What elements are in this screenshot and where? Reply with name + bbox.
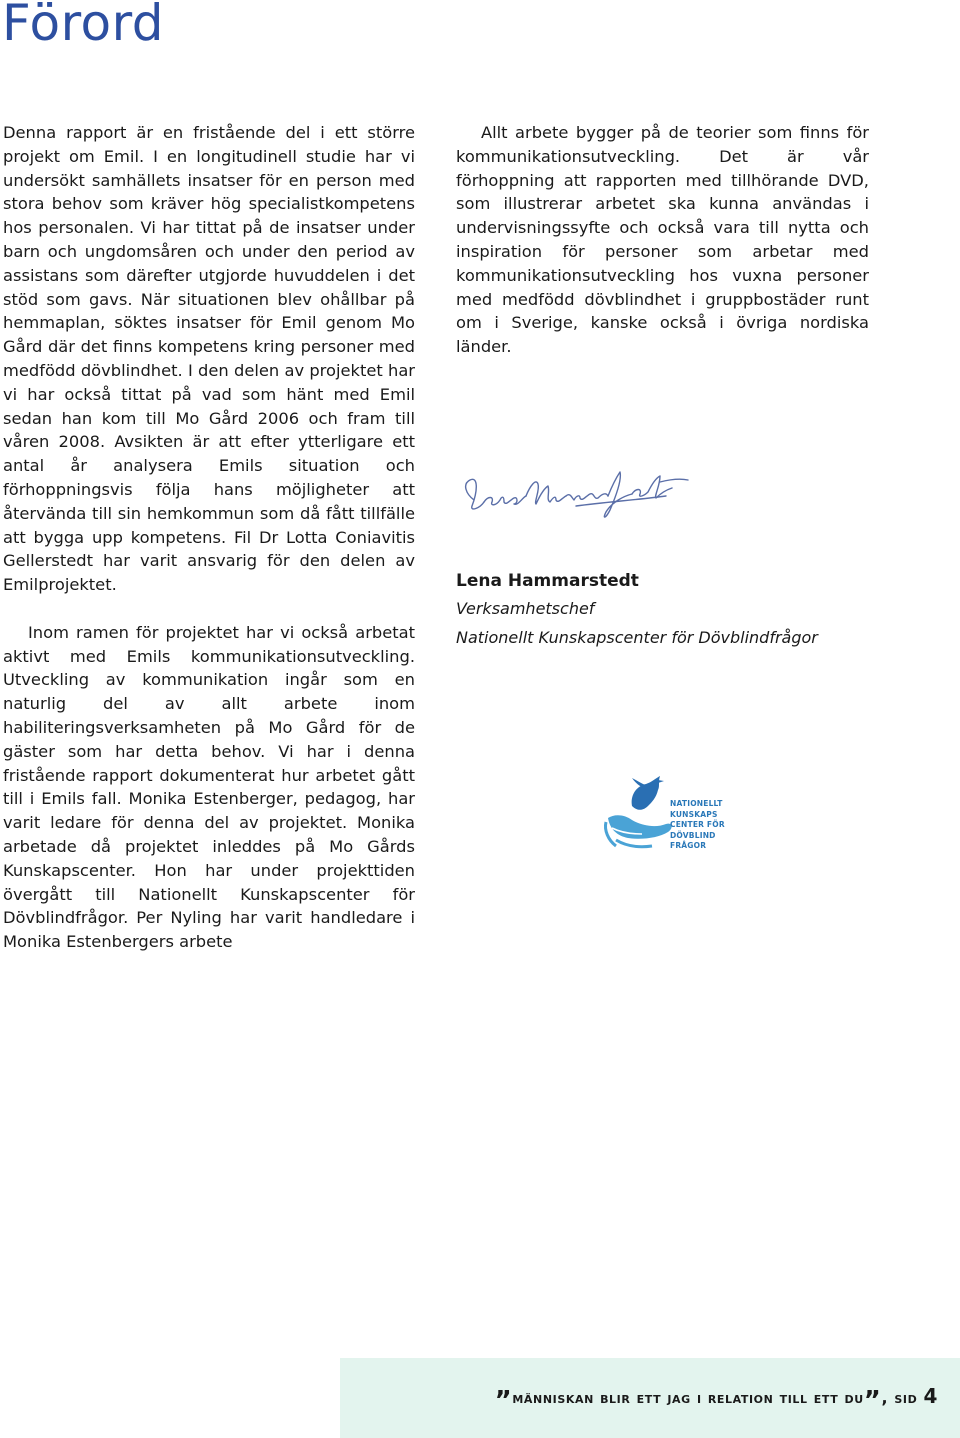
signer-name: Lena Hammarstedt xyxy=(456,571,639,591)
page-footer xyxy=(494,1384,938,1416)
signer-role: Verksamhetschef xyxy=(456,599,595,618)
footer-close-quote: ” xyxy=(863,1386,882,1416)
signature-block xyxy=(456,568,818,652)
signer-organization: Nationellt Kunskapscenter för Dövblindfrågor xyxy=(456,628,818,647)
right-paragraph-1: Allt arbete bygger på de teorier som finns för kommunikationsutveckling. Det är vår förhoppning att rapporten med tillhörande DVD, som illustrerar arbetet ska kunna användas i undervisningssyfte och också vara till nytta och inspiration för personer som arbetar med kommunikationsutveckling hos vuxna personer med medfödd dövblindhet i gruppbostäder runt om i Sverige, kanske också i övriga nordiska länder. xyxy=(456,123,869,357)
left-paragraph-2: Inom ramen för projektet har vi också arbetat aktivt med Emils kommunikationsutveckling. Utveckling av kommunikation ingår som en naturlig del av allt arbete inom habiliteringsverksamheten på Mo Gård för de gäster som har detta behov. Vi har i denna fristående rapport dokumenterat hur arbetet gått till i Emils fall. Monika Estenberger, pedagog, har varit ledare för denna del av projektet. Monika arbetade då projektet inleddes på Mo Gårds Kunskapscenter. Hon har under projekttiden övergått till Nationellt Kunskapscenter för Dövblindfrågor. Per Nyling har varit handledare i Monika Estenbergers arbete xyxy=(3,622,415,952)
footer-title: människan blir ett jag i relation till ett du xyxy=(512,1388,864,1407)
footer-page-label: , sid xyxy=(881,1388,918,1407)
left-paragraph-1: Denna rapport är en fristående del i ett större projekt om Emil. I en longitudinell studie har vi undersökt samhällets insatser för en person med stora behov som kräver hög specialistkompetens hos personalen. Vi har tittat på de insatser under barn och ungdomsåren och under den period av assistans som därefter utgjorde huvuddelen i det stöd som gavs. När situationen blev ohållbar på hemmaplan, söktes insatser för Emil genom Mo Gård där det finns kompetens kring personer med medfödd dövblindhet. I den delen av projektet har vi har också tittat på vad som hänt med Emil sedan han kom till Mo Gård 2006 och fram till våren 2008. Avsikten är att efter ytterligare ett antal år analysera Emils situation och förhoppningsvis följa hans möjligheter att återvända till sin hemkommun som då fått tillfälle att bygga upp kompetens. Fil Dr Lotta Coniavitis Gellerstedt har varit ansvarig för den delen av Emilprojektet. xyxy=(3,123,415,595)
page-number: 4 xyxy=(923,1384,938,1408)
handwritten-signature xyxy=(456,466,696,524)
page-title: Förord xyxy=(2,0,165,52)
left-column xyxy=(3,121,415,954)
right-column xyxy=(456,121,869,359)
footer-open-quote: ” xyxy=(494,1386,513,1416)
logo-text: NATIONELLT KUNSKAPS CENTER FÖR DÖVBLIND FRÅGOR xyxy=(670,799,725,850)
